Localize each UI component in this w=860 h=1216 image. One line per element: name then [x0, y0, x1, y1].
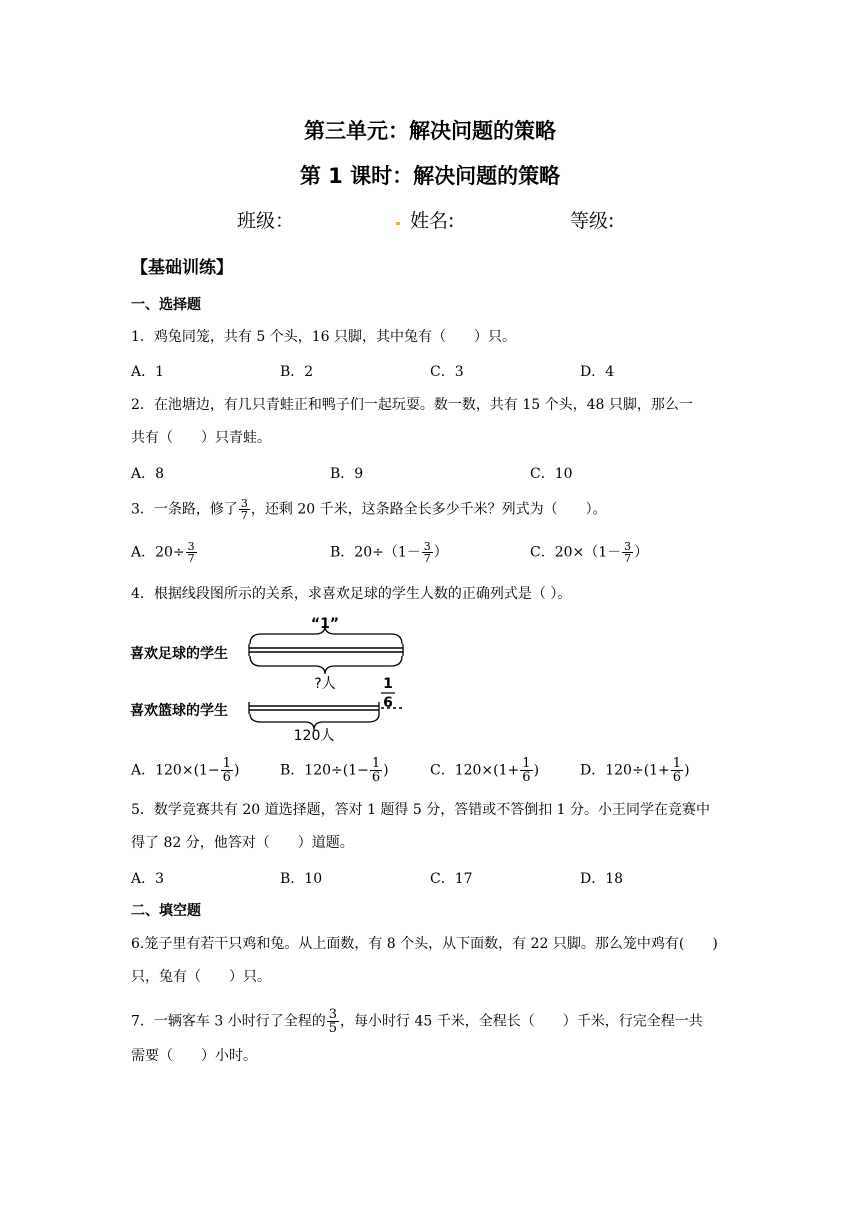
q1-option-d: D．4	[580, 364, 615, 380]
q3-text-pre: 3．一条路，修了	[131, 501, 238, 518]
frac-denominator: 6	[672, 770, 682, 785]
part2-title: 二、填空题	[131, 903, 201, 919]
frac-denominator: 7	[423, 552, 431, 565]
diagram-basketball-label: 喜欢篮球的学生	[130, 703, 228, 719]
q3-option-a	[131, 541, 198, 564]
q3-option-c-text: C．20×（1－	[530, 544, 622, 561]
question-3	[131, 498, 607, 521]
open-paren: (1−	[342, 762, 369, 779]
q4-option-c	[430, 757, 539, 784]
q5-option-c: C．17	[430, 871, 473, 887]
q3-option-b-fraction	[422, 541, 433, 564]
q3-frac-denominator: 7	[240, 509, 248, 522]
close-paren: )	[383, 762, 389, 779]
frac-denominator: 7	[187, 552, 195, 565]
frac-denominator: 7	[624, 552, 632, 565]
mark-dot	[396, 222, 400, 225]
q3-option-b-text: B．20÷（1－	[330, 544, 421, 561]
q4-option-d-fraction	[671, 757, 683, 784]
frac-numerator: 1	[222, 756, 231, 771]
frac-numerator: 3	[187, 540, 195, 553]
q1-option-a: A．1	[131, 364, 165, 380]
class-label: 班级：	[237, 210, 295, 232]
q2-option-a: A．8	[131, 466, 165, 482]
top-brace	[250, 626, 402, 644]
q1-option-c: C．3	[430, 364, 464, 380]
diagram-frac-denominator: 6	[383, 695, 393, 711]
line-segment-diagram	[125, 612, 425, 747]
open-paren: (1+	[493, 762, 520, 779]
q3-frac-numerator: 3	[240, 497, 248, 510]
q3-option-b-close: ）	[433, 544, 448, 561]
diagram-football-label: 喜欢足球的学生	[130, 646, 228, 662]
grade-label: 等级:	[570, 210, 615, 232]
diagram-count-label: 120人	[293, 728, 335, 744]
q5-option-d: D．18	[580, 871, 624, 887]
q7-fraction	[327, 1008, 339, 1035]
q3-option-c	[530, 541, 648, 564]
open-paren: (1+	[643, 762, 670, 779]
section-basic-training: 【基础训练】	[131, 258, 233, 278]
close-paren: )	[684, 762, 690, 779]
q4-option-c-text: C．120×	[430, 762, 494, 779]
q4-option-b-fraction	[370, 757, 382, 784]
page-title: 第三单元：解决问题的策略	[304, 119, 556, 143]
frac-numerator: 1	[371, 756, 381, 771]
q1-option-b: B．2	[280, 364, 314, 380]
q2-option-b: B．9	[330, 466, 364, 482]
close-paren: )	[233, 762, 240, 779]
frac-denominator: 6	[522, 770, 531, 785]
q3-option-c-close: ）	[634, 544, 649, 561]
q3-option-a-text: A．20÷	[131, 544, 185, 561]
frac-denominator: 6	[371, 770, 381, 785]
question-2-line1: 2．在池塘边，有几只青蛙正和鸭子们一起玩耍。数一数，共有 15 个头，48 只脚，那么一	[131, 397, 693, 413]
lesson-title: 第 1 课时：解决问题的策略	[299, 164, 561, 188]
question-6-line2: 只，兔有（ ）只。	[131, 969, 271, 985]
q4-option-c-fraction	[520, 757, 532, 784]
name-label: 姓名:	[410, 210, 455, 232]
question-5-line1: 5．数学竞赛共有 20 道选择题，答对 1 题得 5 分，答错或不答倒扣 1 分。小王同学在竞赛中	[131, 802, 711, 818]
q3-text-post: ，还剩 20 千米，这条路全长多少千米？列式为（ ）。	[250, 501, 607, 518]
close-paren: )	[533, 762, 540, 779]
diagram-frac-numerator: 1	[383, 676, 393, 692]
q4-option-b	[280, 757, 389, 784]
q3-option-c-fraction	[622, 541, 633, 564]
q4-option-a	[131, 757, 239, 784]
question-6-line1: 6.笼子里有若干只鸡和兔。从上面数，有 8 个头，从下面数，有 22 只脚。那么笼中鸡有( )	[131, 936, 718, 952]
unknown-brace	[250, 656, 402, 674]
q7-text-post: ，每小时行 45 千米，全程长（ ）千米，行完全程一共	[340, 1013, 703, 1030]
open-paren: (1−	[193, 762, 220, 779]
q5-option-b: B．10	[280, 871, 323, 887]
question-4: 4．根据线段图所示的关系，求喜欢足球的学生人数的正确列式是（ ）。	[131, 586, 572, 602]
q7-frac-denominator: 5	[328, 1021, 337, 1036]
frac-numerator: 1	[672, 756, 682, 771]
question-7-line1	[131, 1008, 703, 1035]
part1-title: 一、选择题	[131, 297, 201, 313]
q2-option-c: C．10	[530, 466, 573, 482]
frac-numerator: 3	[624, 540, 632, 553]
q4-option-d	[580, 757, 690, 784]
diagram-one-label: “1”	[310, 616, 340, 632]
q3-option-a-fraction	[186, 541, 197, 564]
q7-text-pre: 7．一辆客车 3 小时行了全程的	[131, 1013, 326, 1030]
question-7-line2: 需要（ ）小时。	[131, 1048, 257, 1064]
diagram-unknown-label: ?人	[314, 676, 336, 692]
q4-option-a-fraction	[221, 757, 233, 784]
q3-fraction	[239, 498, 250, 521]
question-2-line2: 共有（ ）只青蛙。	[131, 430, 271, 446]
q4-option-d-text: D．120÷	[580, 762, 644, 779]
question-5-line2: 得了 82 分，他答对（ ）道题。	[131, 835, 354, 851]
frac-numerator: 3	[423, 540, 431, 553]
frac-numerator: 1	[522, 756, 531, 771]
frac-denominator: 6	[222, 770, 231, 785]
question-1: 1．鸡兔同笼，共有 5 个头，16 只脚，其中兔有（ ）只。	[131, 329, 516, 345]
q4-option-a-text: A．120×	[131, 762, 194, 779]
q7-frac-numerator: 3	[328, 1007, 337, 1022]
q3-option-b	[330, 541, 448, 564]
q5-option-a: A．3	[131, 871, 165, 887]
q4-option-b-text: B．120÷	[280, 762, 343, 779]
